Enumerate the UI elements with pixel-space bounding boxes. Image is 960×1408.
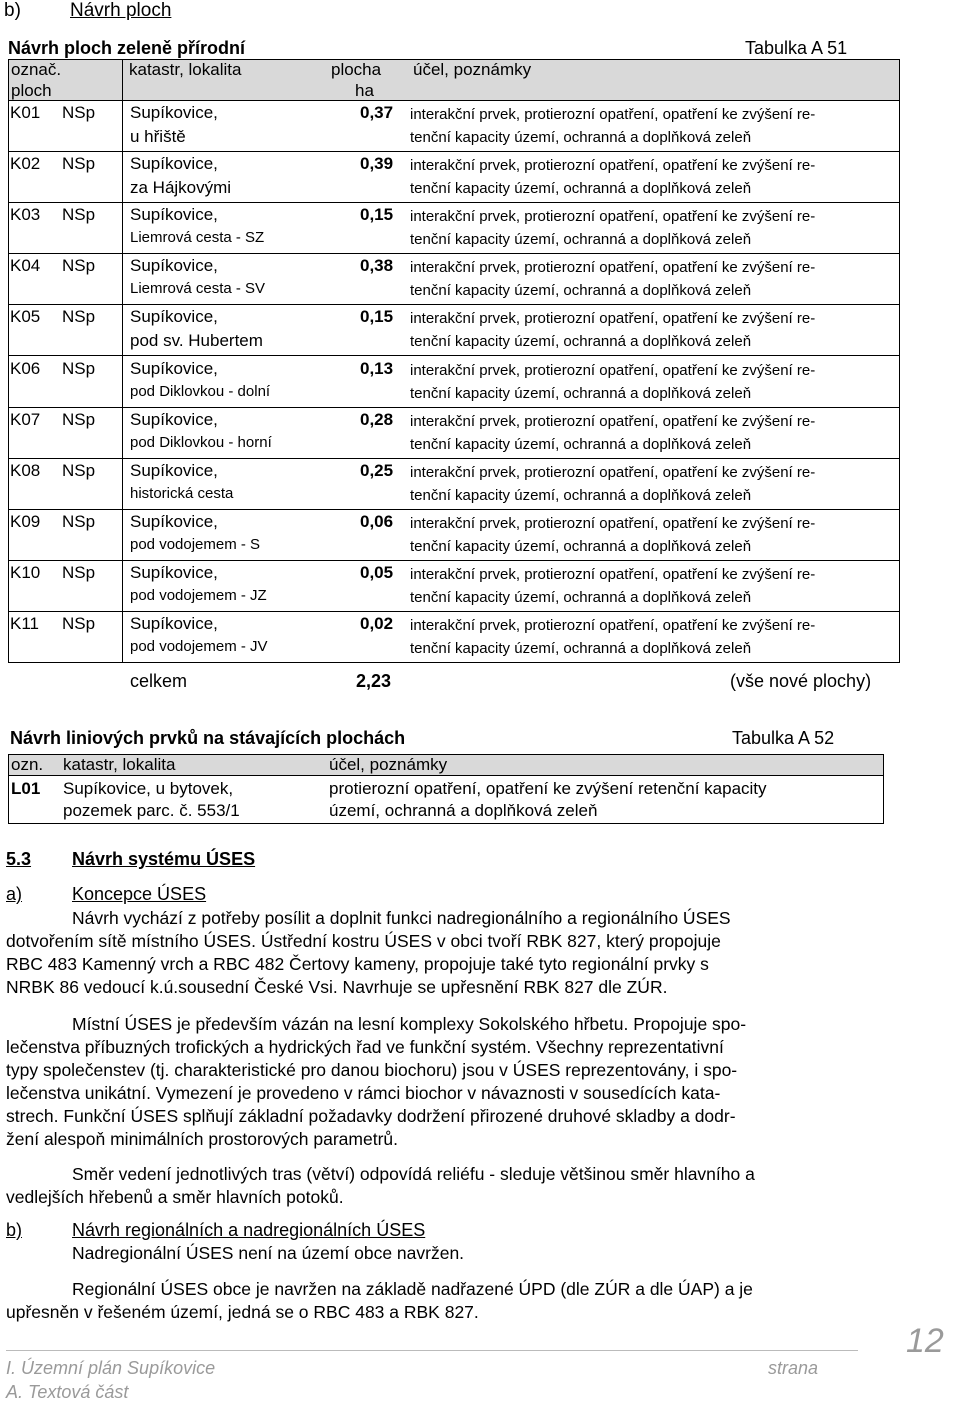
row-type: NSp xyxy=(62,511,96,531)
header-ha: ha xyxy=(355,81,374,100)
row-loc2: Liemrová cesta - SV xyxy=(130,280,266,298)
row-type: NSp xyxy=(62,358,96,378)
row-code: K01 xyxy=(10,103,41,122)
sub-b-title: Návrh regionálních a nadregionálních ÚSES xyxy=(72,1220,426,1240)
row-ucel2: tenční kapacity území, ochranná a doplňková zeleň xyxy=(410,129,752,146)
row-loc2: pod vodojemem - JZ xyxy=(130,586,267,604)
row-code: K07 xyxy=(10,409,41,429)
total-label: celkem xyxy=(130,671,188,691)
row-ucel2: tenční kapacity území, ochranná a doplňková zeleň xyxy=(410,231,752,249)
t2-row-loc1: Supíkovice, u bytovek, xyxy=(63,779,234,798)
table51-frame xyxy=(8,59,900,663)
para1-line3: RBC 483 Kamenný vrch a RBC 482 Čertovy kameny, propojuje také tyto regionální prvky s xyxy=(6,954,709,974)
row-type: NSp xyxy=(62,154,96,174)
row-type: NSp xyxy=(62,409,96,429)
row-code: K03 xyxy=(10,205,41,225)
row-ucel1: interakční prvek, protierozní opatření, opatření ke zvýšení re- xyxy=(410,463,816,481)
t2-header-ozn: ozn. xyxy=(11,755,44,774)
sub-b-heading xyxy=(6,1220,425,1241)
row-type: NSp xyxy=(62,307,96,327)
para2-line3: typy společenstev (tj. charakteristické pro danou biochoru) jsou v ÚSES reprezentovány, i spo- xyxy=(6,1060,738,1080)
table52-title: Návrh liniových prvků na stávajících plochách xyxy=(10,728,406,748)
row-code: K02 xyxy=(10,154,41,174)
row-ucel1: interakční prvek, protierozní opatření, opatření ke zvýšení re- xyxy=(410,208,816,226)
t2-row-loc2: pozemek parc. č. 553/1 xyxy=(63,801,240,820)
sub-b-line: Nadregionální ÚSES není na území obce navržen. xyxy=(72,1243,465,1263)
row-ha: 0,02 xyxy=(360,614,394,633)
row-code: K08 xyxy=(10,460,41,480)
row-ucel2: tenční kapacity území, ochranná a doplňková zeleň xyxy=(410,282,752,300)
section-b-heading xyxy=(4,0,171,22)
table52-number: Tabulka A 52 xyxy=(732,728,835,748)
row-loc1: Supíkovice, xyxy=(130,409,218,429)
row-code: K10 xyxy=(10,562,41,582)
row-loc2: pod Diklovkou - dolní xyxy=(130,382,271,400)
para2-line4: lečenstva unikátní. Vymezení je provedeno v rámci biochor v návaznosti v sousedících kata- xyxy=(6,1083,721,1103)
row-ucel1: interakční prvek, protierozní opatření, opatření ke zvýšení re- xyxy=(410,259,816,277)
row-ucel2: tenční kapacity území, ochranná a doplňková zeleň xyxy=(410,333,752,351)
row-ucel2: tenční kapacity území, ochranná a doplňková zeleň xyxy=(410,640,752,657)
footer-doc: I. Územní plán Supíkovice xyxy=(6,1358,216,1378)
para2-line6: žení alespoň minimálních prostorových parametrů. xyxy=(6,1129,398,1149)
row-ucel1: interakční prvek, protierozní opatření, opatření ke zvýšení re- xyxy=(410,565,816,583)
total-value: 2,23 xyxy=(356,671,392,691)
row-ucel2: tenční kapacity území, ochranná a doplňková zeleň xyxy=(410,588,752,606)
para4-line1: Regionální ÚSES obce je navržen na základě nadřazené ÚPD (dle ZÚR a dle ÚAP) a je xyxy=(72,1279,753,1299)
para1-line4: NRBK 86 vedoucí k.ú.sousední České Vsi. Navrhuje se upřesnění RBK 827 dle ZÚR. xyxy=(6,977,668,997)
row-loc2: pod sv. Hubertem xyxy=(130,331,263,351)
t2-header-ucel: účel, poznámky xyxy=(329,755,448,774)
row-ucel2: tenční kapacity území, ochranná a doplňková zeleň xyxy=(410,486,752,504)
row-ha: 0,25 xyxy=(360,460,394,480)
header-oznac: označ. xyxy=(11,60,62,79)
row-ucel2: tenční kapacity území, ochranná a doplňková zeleň xyxy=(410,435,752,453)
row-ucel2: tenční kapacity území, ochranná a doplňková zeleň xyxy=(410,384,752,402)
table51-title: Návrh ploch zeleně přírodní xyxy=(8,38,246,58)
row-ha: 0,15 xyxy=(360,307,394,327)
row-ha: 0,13 xyxy=(360,358,394,378)
para1-line1: Návrh vychází z potřeby posílit a doplnit funkci nadregionálního a regionálního ÚSES xyxy=(72,908,731,928)
row-code: K09 xyxy=(10,511,41,531)
total-note: (vše nové plochy) xyxy=(730,671,872,691)
row-ucel2: tenční kapacity území, ochranná a doplňková zeleň xyxy=(410,537,752,555)
section-b-title: Návrh ploch xyxy=(70,0,172,21)
row-type: NSp xyxy=(62,460,96,480)
row-loc2: pod vodojemem - S xyxy=(130,535,261,553)
row-code: K06 xyxy=(10,358,41,378)
header-plocha: plocha xyxy=(331,60,382,79)
section53-heading xyxy=(6,849,255,870)
row-ha: 0,06 xyxy=(360,511,394,531)
table51-number: Tabulka A 51 xyxy=(745,38,848,58)
row-ha: 0,05 xyxy=(360,562,394,582)
row-ha: 0,39 xyxy=(360,154,394,174)
row-ha: 0,15 xyxy=(360,205,394,225)
sub-a-heading xyxy=(6,884,206,905)
row-loc2: Liemrová cesta - SZ xyxy=(130,229,265,247)
row-loc2: historická cesta xyxy=(130,484,234,502)
row-type: NSp xyxy=(62,205,96,225)
row-type: NSp xyxy=(62,256,96,276)
sub-a-letter: a) xyxy=(6,884,23,904)
para2-line2: lečenstva příbuzných trofických a hydrických řad ve funkční systém. Všechny reprezentativní xyxy=(6,1037,724,1057)
row-ucel1: interakční prvek, protierozní opatření, opatření ke zvýšení re- xyxy=(410,514,816,532)
row-code: K05 xyxy=(10,307,41,327)
footer-part: A. Textová část xyxy=(6,1382,129,1402)
row-loc2: u hřiště xyxy=(130,127,186,146)
row-code: K04 xyxy=(10,256,41,276)
row-ucel1: interakční prvek, protierozní opatření, opatření ke zvýšení re- xyxy=(410,412,816,430)
row-ucel1: interakční prvek, protierozní opatření, opatření ke zvýšení re- xyxy=(410,617,816,634)
para3-line2: vedlejších hřebenů a směr hlavních potoků. xyxy=(6,1187,344,1207)
para3-line1: Směr vedení jednotlivých tras (větví) odpovídá reliéfu - sleduje většinou směr hlavního a xyxy=(72,1164,755,1184)
t2-row-ucel1: protierozní opatření, opatření ke zvýšení retenční kapacity xyxy=(329,779,767,798)
row-ha: 0,37 xyxy=(360,103,394,122)
section53-title: Návrh systému ÚSES xyxy=(72,849,256,869)
table52 xyxy=(8,754,884,824)
row-ucel1: interakční prvek, protierozní opatření, opatření ke zvýšení re- xyxy=(410,361,816,379)
row-ucel1: interakční prvek, protierozní opatření, opatření ke zvýšení re- xyxy=(410,157,816,175)
row-type: NSp xyxy=(62,562,96,582)
row-ucel2: tenční kapacity území, ochranná a doplňková zeleň xyxy=(410,180,752,198)
footer-strana: strana xyxy=(768,1358,819,1378)
row-type: NSp xyxy=(62,614,96,633)
para2-line5: strech. Funkční ÚSES splňují základní požadavky dodržení přirozené druhové skladby a dodr- xyxy=(6,1106,736,1126)
header-ploch: ploch xyxy=(11,81,52,100)
para4-line2: upřesněn v řešeném území, jedná se o RBC 483 a RBK 827. xyxy=(6,1302,479,1322)
row-ha: 0,38 xyxy=(360,256,394,276)
header-katastr: katastr, lokalita xyxy=(129,60,242,79)
row-loc1: Supíkovice, xyxy=(130,562,218,582)
row-loc1: Supíkovice, xyxy=(130,256,218,276)
header-ucel: účel, poznámky xyxy=(413,60,532,79)
row-ucel1: interakční prvek, protierozní opatření, opatření ke zvýšení re- xyxy=(410,106,816,123)
row-loc2: za Hájkovými xyxy=(130,178,232,198)
footer-rule xyxy=(6,1350,858,1351)
page-number: 12 xyxy=(906,1322,944,1360)
row-loc1: Supíkovice, xyxy=(130,614,218,633)
row-loc1: Supíkovice, xyxy=(130,358,218,378)
row-loc1: Supíkovice, xyxy=(130,460,218,480)
table51 xyxy=(8,59,900,691)
t2-header-katastr: katastr, lokalita xyxy=(63,755,176,774)
row-loc1: Supíkovice, xyxy=(130,307,218,327)
para2-line1: Místní ÚSES je především vázán na lesní komplexy Sokolského hřbetu. Propojuje spo- xyxy=(72,1014,747,1034)
section-b-letter: b) xyxy=(4,0,21,21)
row-loc1: Supíkovice, xyxy=(130,511,218,531)
section53-number: 5.3 xyxy=(6,849,32,869)
sub-a-title: Koncepce ÚSES xyxy=(72,884,207,904)
sub-b-letter: b) xyxy=(6,1220,23,1240)
t2-row-code: L01 xyxy=(11,779,41,798)
row-ucel1: interakční prvek, protierozní opatření, opatření ke zvýšení re- xyxy=(410,310,816,328)
t2-row-ucel2: území, ochranná a doplňková zeleň xyxy=(329,801,598,820)
row-loc1: Supíkovice, xyxy=(130,205,218,225)
row-type: NSp xyxy=(62,103,96,122)
row-loc2: pod Diklovkou - horní xyxy=(130,433,272,451)
para1-line2: dotvořením sítě místního ÚSES. Ústřední kostru ÚSES v obci tvoří RBK 827, který propojuje xyxy=(6,931,721,951)
row-loc2: pod vodojemem - JV xyxy=(130,638,268,655)
table52-header xyxy=(9,755,883,776)
row-ha: 0,28 xyxy=(360,409,394,429)
row-loc1: Supíkovice, xyxy=(130,103,218,122)
row-code: K11 xyxy=(10,614,39,633)
row-loc1: Supíkovice, xyxy=(130,154,218,174)
